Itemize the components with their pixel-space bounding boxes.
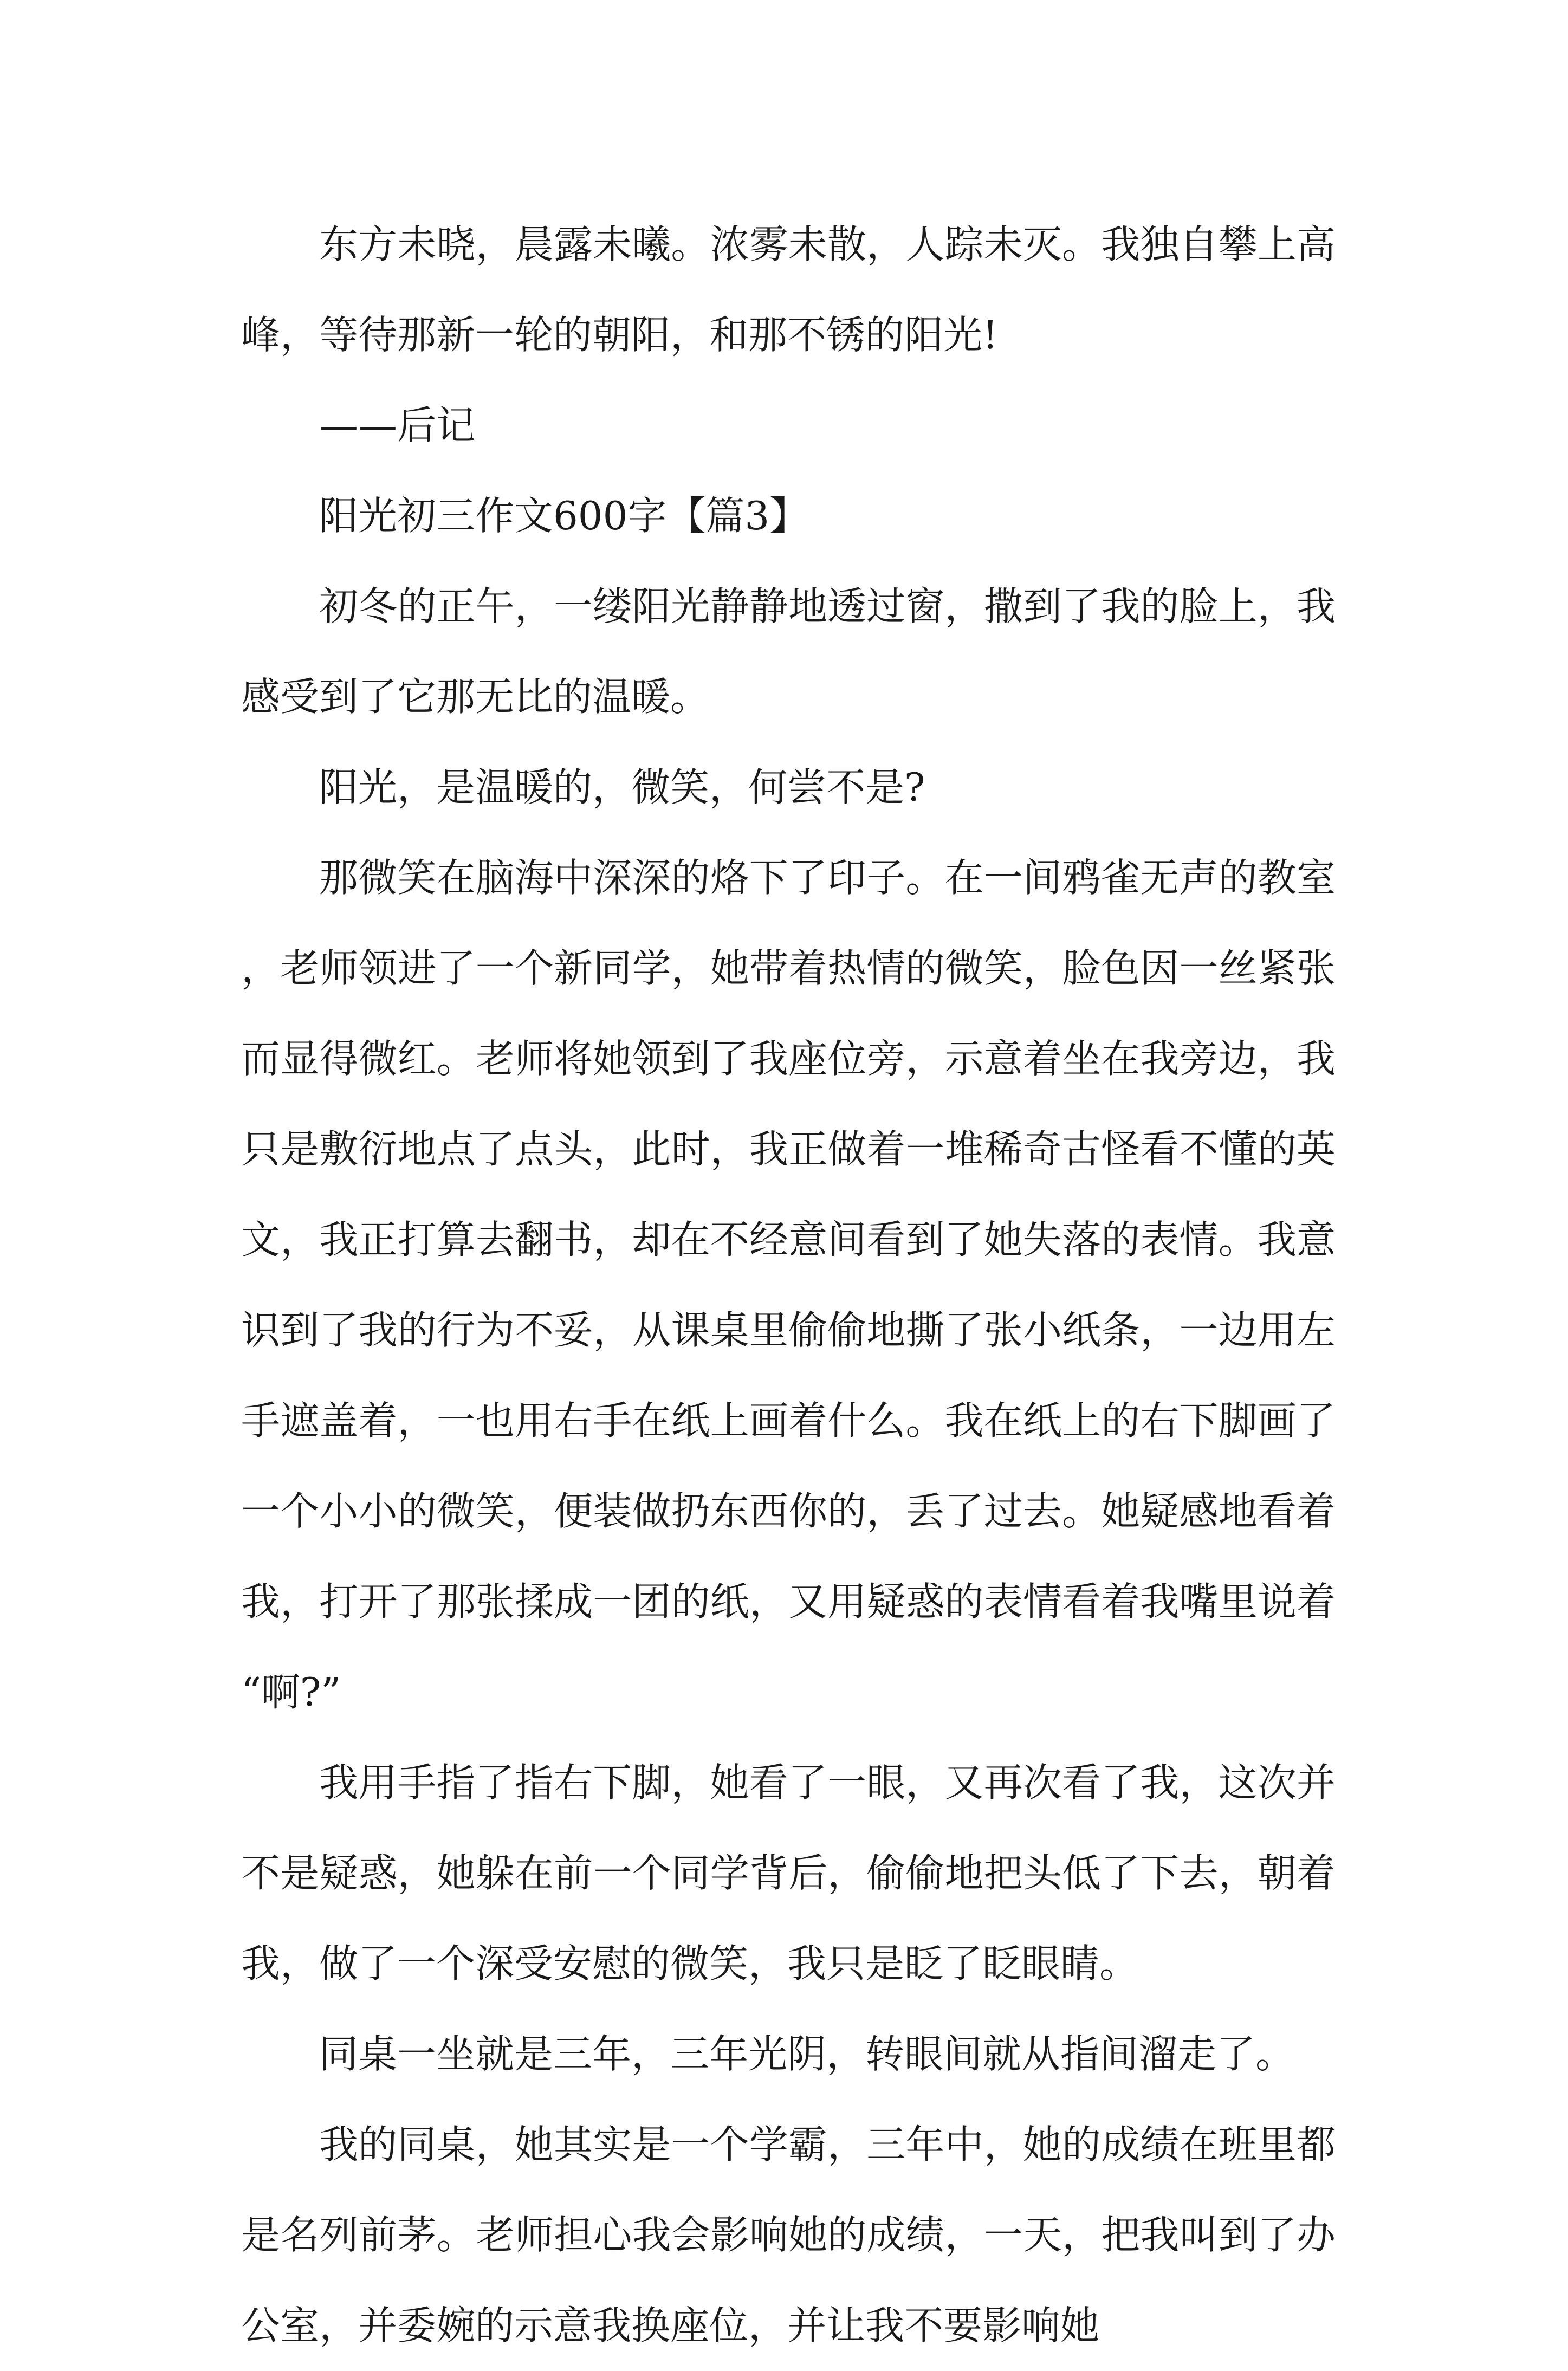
section-heading: 阳光初三作文600字【篇3】 [319, 493, 809, 539]
essay-body [241, 199, 1336, 2371]
paragraph: 阳光，是温暖的，微笑，何尝不是? [319, 765, 925, 810]
paragraph: 我的同桌，她其实是一个学霸，三年中，她的成绩在班里都是名列前茅。老师担心我会影响她的成绩，一天，把我叫到了办公室，并委婉的示意我换座位，并让我不要影响她 [241, 2122, 1336, 2348]
paragraph-postscript: ——后记 [319, 403, 476, 448]
paragraph: 那微笑在脑海中深深的烙下了印子。在一间鸦雀无声的教室，老师领进了一个新同学，她带着热情的微笑，脸色因一丝紧张而显得微红。老师将她领到了我座位旁，示意着坐在我旁边，我只是敷衍地点了点头，此时，我正做着一堆稀奇古怪看不懂的英文，我正打算去翻书，却在不经意间看到了她失落的表情。我意识到了我的行为不妥，从课桌里偷偷地撕了张小纸条，一边用左手遮盖着，一也用右手在纸上画着什么。我在纸上的右下脚画了一个小小的微笑，便装做扔东西你的，丢了过去。她疑感地看着我，打开了那张揉成一团的纸，又用疑惑的表情看着我嘴里说着“啊?” [241, 855, 1336, 1715]
paragraph: 我用手指了指右下脚，她看了一眼，又再次看了我，这次并不是疑惑，她躲在前一个同学背后，偷偷地把头低了下去，朝着我，做了一个深受安慰的微笑，我只是眨了眨眼睛。 [241, 1760, 1336, 1986]
paragraph: 同桌一坐就是三年，三年光阴，转眼间就从指间溜走了。 [319, 2031, 1295, 2077]
paragraph-intro: 东方未晓，晨露未曦。浓雾未散，人踪未灭。我独自攀上高峰，等待那新一轮的朝阳，和那不锈的阳光! [241, 222, 1336, 358]
paragraph: 初冬的正午，一缕阳光静静地透过窗，撒到了我的脸上，我感受到了它那无比的温暖。 [241, 584, 1336, 720]
